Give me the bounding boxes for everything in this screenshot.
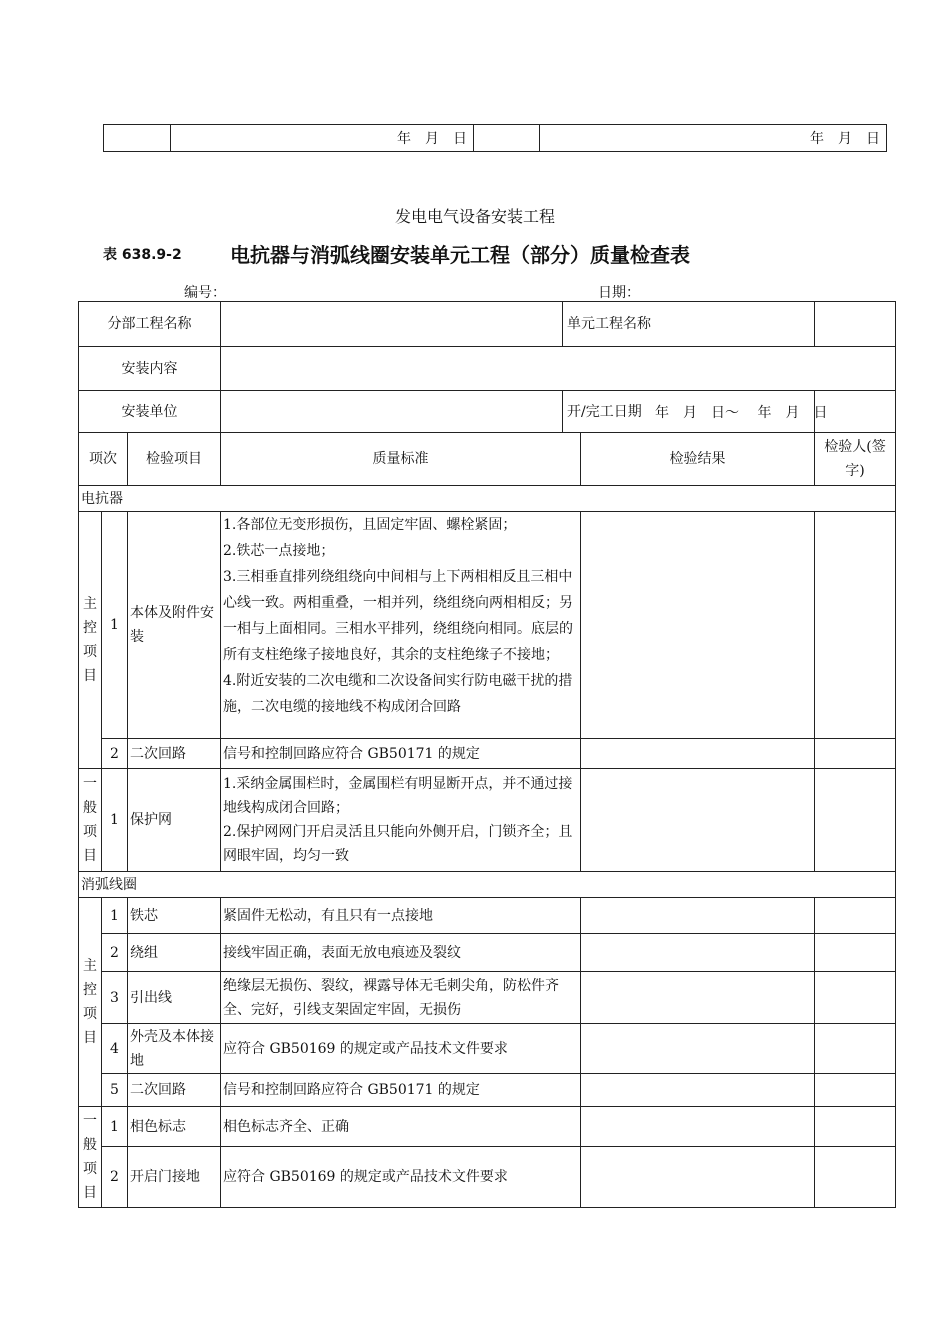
division-value (221, 302, 563, 347)
date-label: 日期： (598, 285, 640, 301)
check-item: 本体及附件安装 (128, 512, 221, 739)
standard-text: 应符合 GB50169 的规定或产品技术文件要求 (221, 1024, 581, 1074)
result-cell (581, 1074, 815, 1107)
inspection-table (78, 301, 896, 1208)
content-value (221, 347, 896, 391)
check-item: 外壳及本体接地 (128, 1024, 221, 1074)
unit-label: 单元工程名称 (563, 302, 815, 347)
check-item: 绕组 (128, 934, 221, 972)
col-item: 检验项目 (128, 433, 221, 486)
check-item: 二次回路 (128, 1074, 221, 1107)
date-blank (640, 287, 696, 302)
prev-date-left: 年 月 日 (171, 125, 474, 152)
prev-cell-1 (104, 125, 171, 152)
inspector-cell (815, 739, 896, 769)
check-item: 铁芯 (128, 898, 221, 934)
seq: 1 (102, 898, 128, 934)
check-item: 开启门接地 (128, 1147, 221, 1208)
group-main-arc: 主控项目 (79, 898, 102, 1107)
inspector-cell (815, 972, 896, 1024)
check-item: 保护网 (128, 769, 221, 872)
inspector-cell (815, 1074, 896, 1107)
result-cell (581, 1024, 815, 1074)
check-item: 引出线 (128, 972, 221, 1024)
installer-label: 安装单位 (79, 391, 221, 433)
table-number: 表 638.9-2 (103, 247, 182, 263)
group-general-arc: 一般项目 (79, 1107, 102, 1208)
seq: 2 (102, 934, 128, 972)
seq: 2 (102, 739, 128, 769)
prev-date-right: 年 月 日 (540, 125, 887, 152)
seq: 2 (102, 1147, 128, 1208)
standard-text: 信号和控制回路应符合 GB50171 的规定 (221, 739, 581, 769)
section-arc: 消弧线圈 (79, 872, 896, 898)
date-field (598, 282, 696, 302)
inspector-cell (815, 1107, 896, 1147)
standard-text: 1.各部位无变形损伤，且固定牢固、螺栓紧固； 2.铁芯一点接地； 3.三相垂直排列绕组绕向中间相与上下两相相反且三相中心线一致。两相重叠，一相并列，绕组绕向两相相反；另一相与上面相同。三相水平排列，绕组绕向相同。底层的所有支柱绝缘子接地良好，其余的支柱绝缘子不接地； 4.附近安装的二次电缆和二次设备间实行防电磁干扰的措施，二次电缆的接地线不构成闭合回路 (221, 512, 581, 739)
inspector-cell (815, 1147, 896, 1208)
standard-text: 相色标志齐全、正确 (221, 1107, 581, 1147)
unit-value (815, 302, 896, 347)
number-blank (226, 287, 313, 302)
period-label: 开/完工日期 (563, 391, 815, 433)
section-reactor: 电抗器 (79, 486, 896, 512)
check-item: 相色标志 (128, 1107, 221, 1147)
period-value-text: 年 月 日～ 年 月 日 (655, 405, 828, 421)
number-field (184, 282, 313, 302)
group-general-reactor: 一般项目 (79, 769, 102, 872)
result-cell (581, 512, 815, 739)
seq: 3 (102, 972, 128, 1024)
installer-value (221, 391, 563, 433)
result-cell (581, 1147, 815, 1208)
previous-signature-row (103, 124, 887, 152)
inspector-cell (815, 898, 896, 934)
standard-text: 接线牢固正确，表面无放电痕迹及裂纹 (221, 934, 581, 972)
standard-text: 信号和控制回路应符合 GB50171 的规定 (221, 1074, 581, 1107)
inspector-cell (815, 512, 896, 739)
seq: 1 (102, 1107, 128, 1147)
result-cell (581, 972, 815, 1024)
number-label: 编号： (184, 285, 226, 301)
inspector-cell (815, 934, 896, 972)
standard-text: 绝缘层无损伤、裂纹，裸露导体无毛刺尖角，防松件齐全、完好，引线支架固定牢固，无损伤 (221, 972, 581, 1024)
document-subtitle: 发电电气设备安装工程 (394, 207, 555, 226)
col-standard: 质量标准 (221, 433, 581, 486)
col-seq: 项次 (79, 433, 128, 486)
result-cell (581, 934, 815, 972)
inspector-cell (815, 769, 896, 872)
result-cell (581, 769, 815, 872)
seq: 5 (102, 1074, 128, 1107)
standard-text: 1.采纳金属围栏时，金属围栏有明显断开点，并不通过接地线构成闭合回路； 2.保护网网门开启灵活且只能向外侧开启，门锁齐全；且网眼牢固，均匀一致 (221, 769, 581, 872)
col-result: 检验结果 (581, 433, 815, 486)
inspector-cell (815, 1024, 896, 1074)
result-cell (581, 1107, 815, 1147)
standard-text: 紧固件无松动，有且只有一点接地 (221, 898, 581, 934)
group-main-reactor: 主控项目 (79, 512, 102, 769)
seq: 1 (102, 769, 128, 872)
division-label: 分部工程名称 (79, 302, 221, 347)
seq: 4 (102, 1024, 128, 1074)
prev-cell-3 (474, 125, 540, 152)
page-title: 电抗器与消弧线圈安装单元工程（部分）质量检查表 (230, 243, 690, 267)
col-inspector: 检验人(签字) (815, 433, 896, 486)
result-cell (581, 739, 815, 769)
standard-text: 应符合 GB50169 的规定或产品技术文件要求 (221, 1147, 581, 1208)
check-item: 二次回路 (128, 739, 221, 769)
content-label: 安装内容 (79, 347, 221, 391)
result-cell (581, 898, 815, 934)
seq: 1 (102, 512, 128, 739)
